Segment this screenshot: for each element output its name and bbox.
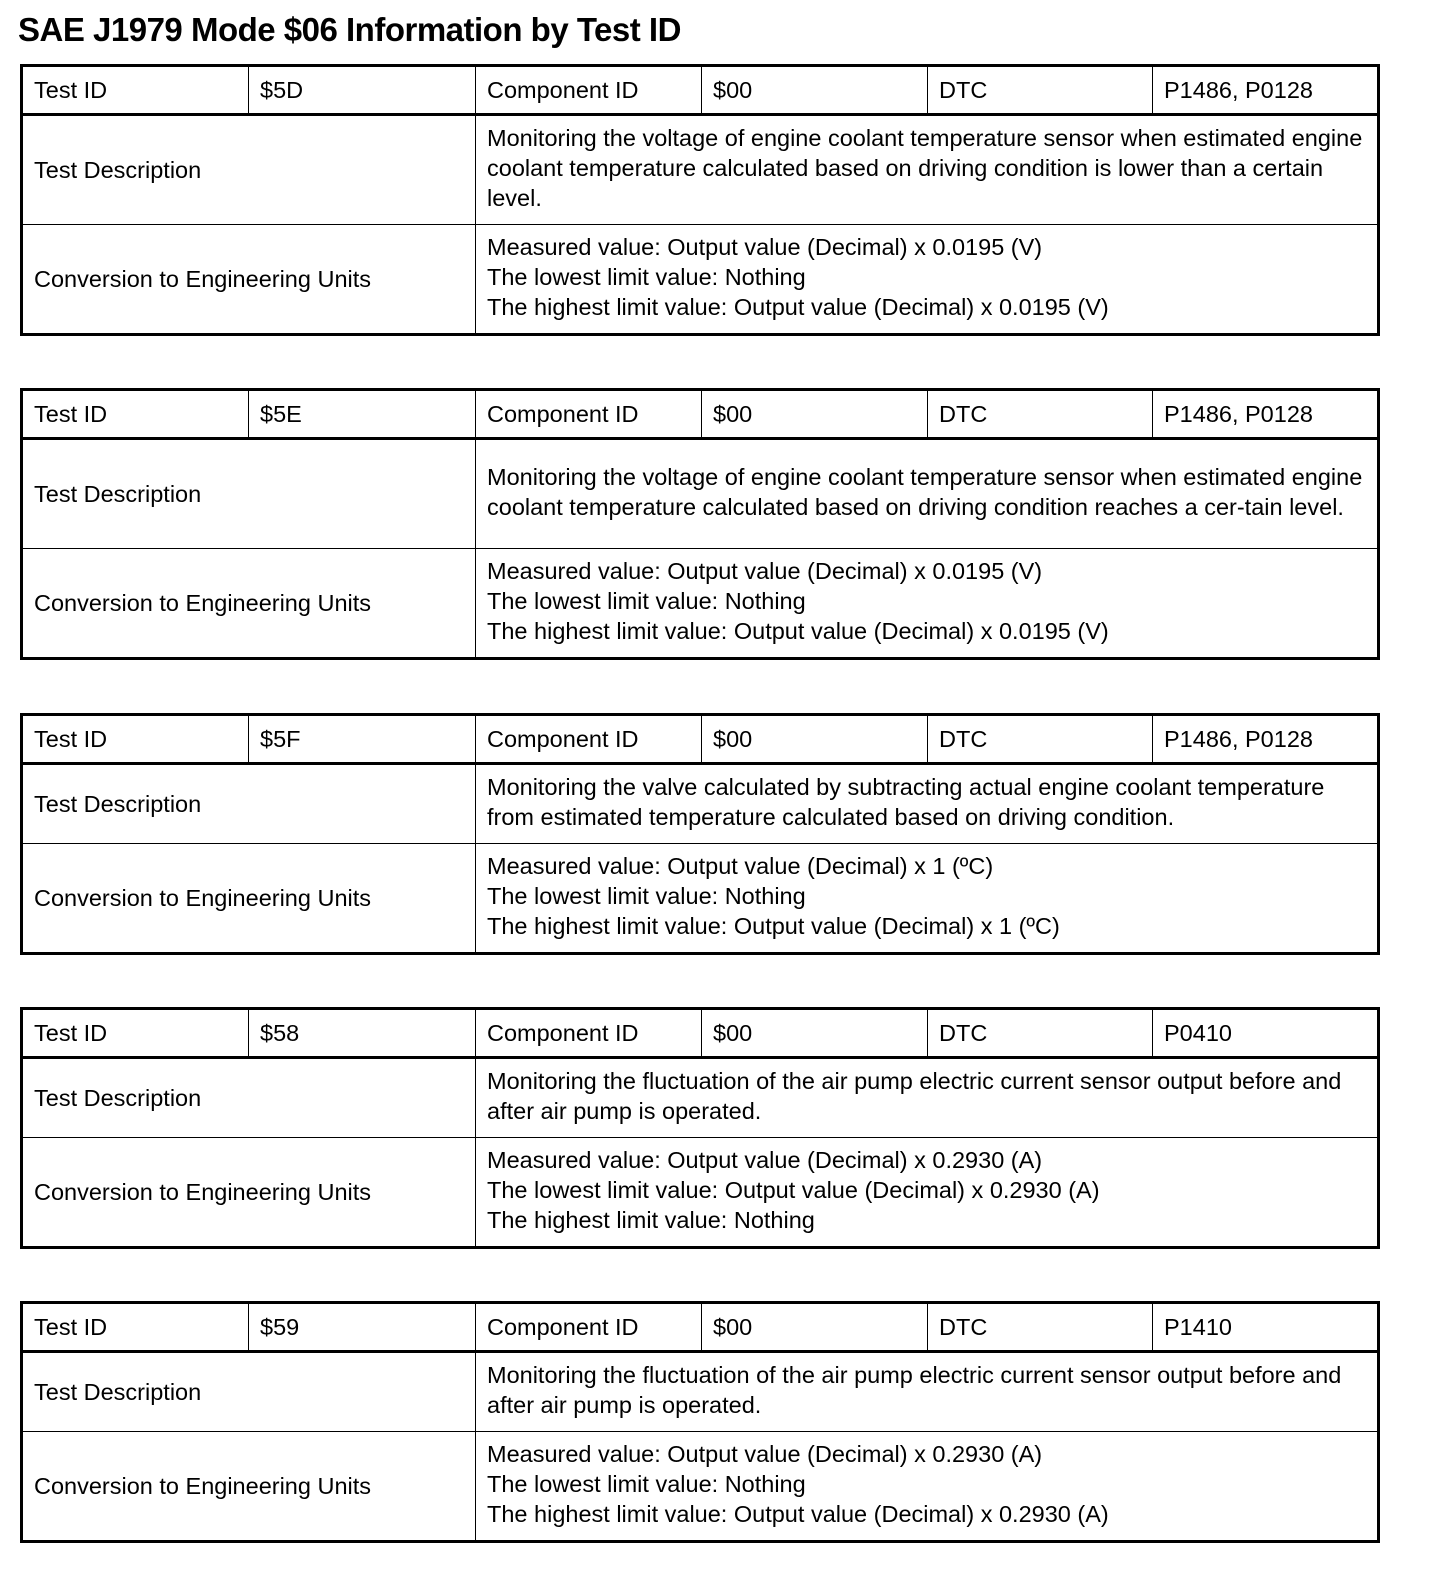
component-id-value: $00 (702, 1009, 928, 1058)
conversion-row (22, 1138, 1379, 1248)
conversion-row (22, 844, 1379, 954)
description-row (22, 1352, 1379, 1432)
component-id-label: Component ID (476, 390, 702, 439)
header-row (22, 390, 1379, 439)
test-id-value: $5E (249, 390, 476, 439)
dtc-value: P0410 (1153, 1009, 1379, 1058)
highest-limit-text: The highest limit value: Output value (Decimal) x 0.0195 (V) (487, 294, 1109, 320)
conversion-row (22, 1432, 1379, 1542)
conversion-row (22, 225, 1379, 335)
highest-limit-text: The highest limit value: Output value (Decimal) x 0.0195 (V) (487, 618, 1109, 644)
conversion-value (476, 549, 1379, 659)
component-id-label: Component ID (476, 66, 702, 115)
lowest-limit-text: The lowest limit value: Nothing (487, 1471, 806, 1497)
measured-value-text: Measured value: Output value (Decimal) x 0.0195 (V) (487, 558, 1043, 584)
test-description-label: Test Description (22, 764, 476, 844)
test-description-label: Test Description (22, 1352, 476, 1432)
highest-limit-text: The highest limit value: Output value (Decimal) x 0.2930 (A) (487, 1501, 1109, 1527)
conversion-row (22, 549, 1379, 659)
test-id-value: $59 (249, 1303, 476, 1352)
conversion-label: Conversion to Engineering Units (22, 549, 476, 659)
test-description-value: Monitoring the fluctuation of the air pump electric current sensor output before and after air pump is operated. (476, 1352, 1379, 1432)
dtc-label: DTC (928, 715, 1153, 764)
test-table-5d (20, 64, 1380, 336)
test-id-label: Test ID (22, 715, 249, 764)
conversion-value (476, 1138, 1379, 1248)
header-row (22, 715, 1379, 764)
test-id-value: $58 (249, 1009, 476, 1058)
test-description-label: Test Description (22, 1058, 476, 1138)
description-row (22, 439, 1379, 549)
dtc-value: P1486, P0128 (1153, 715, 1379, 764)
page-title: SAE J1979 Mode $06 Information by Test ID (18, 11, 681, 48)
measured-value-text: Measured value: Output value (Decimal) x 0.2930 (A) (487, 1147, 1043, 1173)
test-id-label: Test ID (22, 66, 249, 115)
dtc-label: DTC (928, 1009, 1153, 1058)
test-id-label: Test ID (22, 1009, 249, 1058)
test-description-label: Test Description (22, 439, 476, 549)
conversion-label: Conversion to Engineering Units (22, 844, 476, 954)
conversion-value (476, 1432, 1379, 1542)
component-id-value: $00 (702, 390, 928, 439)
component-id-label: Component ID (476, 715, 702, 764)
component-id-value: $00 (702, 1303, 928, 1352)
component-id-value: $00 (702, 66, 928, 115)
component-id-label: Component ID (476, 1009, 702, 1058)
test-table-58 (20, 1007, 1380, 1249)
test-description-value: Monitoring the valve calculated by subtracting actual engine coolant temperature from estimated temperature calculated based on driving condition. (476, 764, 1379, 844)
dtc-value: P1486, P0128 (1153, 390, 1379, 439)
dtc-value: P1486, P0128 (1153, 66, 1379, 115)
test-table-5f (20, 713, 1380, 955)
description-row (22, 764, 1379, 844)
component-id-label: Component ID (476, 1303, 702, 1352)
measured-value-text: Measured value: Output value (Decimal) x 1 (ºC) (487, 853, 994, 879)
measured-value-text: Measured value: Output value (Decimal) x 0.0195 (V) (487, 234, 1043, 260)
conversion-label: Conversion to Engineering Units (22, 1138, 476, 1248)
test-table-59 (20, 1301, 1380, 1543)
test-id-label: Test ID (22, 1303, 249, 1352)
dtc-label: DTC (928, 1303, 1153, 1352)
highest-limit-text: The highest limit value: Output value (Decimal) x 1 (ºC) (487, 913, 1060, 939)
lowest-limit-text: The lowest limit value: Nothing (487, 588, 806, 614)
description-row (22, 1058, 1379, 1138)
test-description-value: Monitoring the voltage of engine coolant temperature sensor when estimated engine coolant temperature calculated based on driving condition is lower than a certain level. (476, 115, 1379, 225)
test-table-5e (20, 388, 1380, 660)
test-description-label: Test Description (22, 115, 476, 225)
dtc-label: DTC (928, 66, 1153, 115)
conversion-label: Conversion to Engineering Units (22, 1432, 476, 1542)
test-id-label: Test ID (22, 390, 249, 439)
test-id-value: $5D (249, 66, 476, 115)
description-row (22, 115, 1379, 225)
lowest-limit-text: The lowest limit value: Nothing (487, 264, 806, 290)
dtc-label: DTC (928, 390, 1153, 439)
conversion-value (476, 844, 1379, 954)
lowest-limit-text: The lowest limit value: Output value (Decimal) x 0.2930 (A) (487, 1177, 1100, 1203)
dtc-value: P1410 (1153, 1303, 1379, 1352)
conversion-label: Conversion to Engineering Units (22, 225, 476, 335)
conversion-value (476, 225, 1379, 335)
test-id-value: $5F (249, 715, 476, 764)
lowest-limit-text: The lowest limit value: Nothing (487, 883, 806, 909)
test-description-value: Monitoring the fluctuation of the air pump electric current sensor output before and after air pump is operated. (476, 1058, 1379, 1138)
test-description-value: Monitoring the voltage of engine coolant temperature sensor when estimated engine coolant temperature calculated based on driving condition reaches a cer-tain level. (476, 439, 1379, 549)
component-id-value: $00 (702, 715, 928, 764)
header-row (22, 66, 1379, 115)
header-row (22, 1303, 1379, 1352)
header-row (22, 1009, 1379, 1058)
measured-value-text: Measured value: Output value (Decimal) x 0.2930 (A) (487, 1441, 1043, 1467)
highest-limit-text: The highest limit value: Nothing (487, 1207, 815, 1233)
